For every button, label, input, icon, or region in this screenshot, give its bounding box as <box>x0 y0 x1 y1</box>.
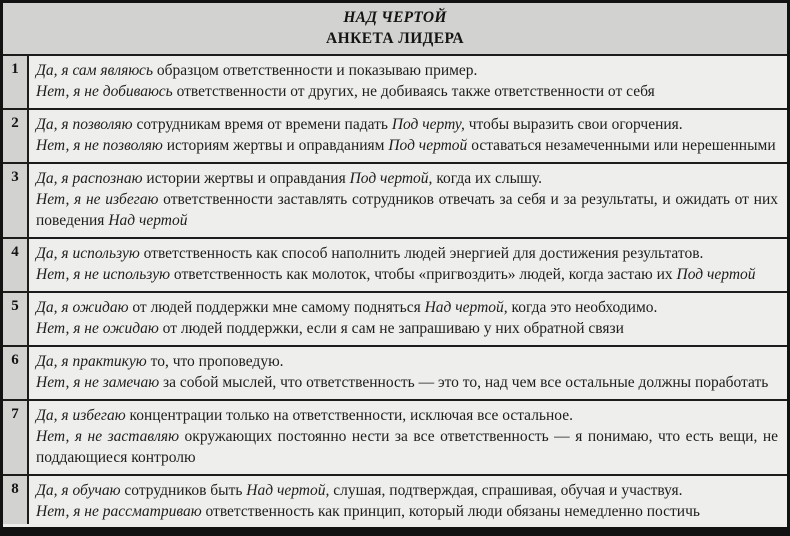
no-statement <box>36 318 778 339</box>
row-content <box>29 56 787 108</box>
table-row <box>3 293 787 347</box>
emphasized-text: Под черту, <box>391 116 465 133</box>
emphasized-text: Нет, я не позволяю <box>36 137 163 154</box>
no-statement <box>36 426 778 468</box>
no-statement <box>36 81 778 102</box>
table-body <box>3 56 787 524</box>
emphasized-text: Нет, я не избегаю <box>36 191 159 208</box>
row-content <box>29 293 787 345</box>
emphasized-text: Да, я избегаю <box>36 407 126 424</box>
row-number: 7 <box>3 401 29 474</box>
emphasized-text: Под чертой <box>388 137 468 154</box>
row-content <box>29 110 787 162</box>
row-content <box>29 476 787 524</box>
plain-text: ответственность как молоток, чтобы «пригвоздить» людей, когда застаю их <box>170 266 677 283</box>
emphasized-text: Нет, я не использую <box>36 266 171 283</box>
emphasized-text: Нет, я не заставляю <box>36 428 180 445</box>
plain-text: окружающих постоянно нести за все ответственность — я понимаю, что есть вещи, не поддающиеся контролю <box>36 428 778 466</box>
plain-text: образцом ответственности и показываю пример. <box>153 62 478 79</box>
no-statement <box>36 372 778 393</box>
plain-text: когда их слышу. <box>432 170 542 187</box>
plain-text: концентрации только на ответственности, исключая все остальное. <box>125 407 573 424</box>
emphasized-text: Да, я распознаю <box>36 170 143 187</box>
no-statement <box>36 264 778 285</box>
plain-text: чтобы выразить свои огорчения. <box>464 116 683 133</box>
yes-statement <box>36 480 778 501</box>
emphasized-text: Да, я сам являюсь <box>36 62 153 79</box>
no-statement <box>36 189 778 231</box>
yes-statement <box>36 405 778 426</box>
table-row <box>3 347 787 401</box>
table-row <box>3 110 787 164</box>
yes-statement <box>36 60 778 81</box>
plain-text: то, что проповедую. <box>146 353 284 370</box>
emphasized-text: Да, я обучаю <box>36 482 121 499</box>
row-content <box>29 401 787 474</box>
plain-text: ответственность как способ наполнить людей энергией для достижения результатов. <box>139 245 704 262</box>
plain-text: ответственность как принцип, который люди обязаны немедленно постичь <box>201 503 700 520</box>
plain-text: оставаться незамеченными или нерешенными <box>467 137 776 154</box>
plain-text: ответственности заставлять сотрудников отвечать за себя и за результаты, и ожидать от них поведения <box>36 191 778 229</box>
yes-statement <box>36 351 778 372</box>
row-number: 2 <box>3 110 29 162</box>
table-row <box>3 56 787 110</box>
emphasized-text: Под чертой <box>676 266 756 283</box>
table-row <box>3 239 787 293</box>
plain-text: слушая, подтверждая, спрашивая, обучая и участвуя. <box>329 482 683 499</box>
plain-text: за собой мыслей, что ответственность — это то, над чем все остальные должны поработать <box>159 374 769 391</box>
row-number: 5 <box>3 293 29 345</box>
emphasized-text: Над чертой, <box>424 299 508 316</box>
table-title-line1: НАД ЧЕРТОЙ <box>343 9 447 26</box>
emphasized-text: Да, я использую <box>36 245 140 262</box>
row-content <box>29 164 787 237</box>
plain-text: от людей поддержки мне самому подняться <box>128 299 425 316</box>
table-row <box>3 164 787 239</box>
table-header <box>3 3 787 56</box>
emphasized-text: Да, я практикую <box>36 353 147 370</box>
plain-text: истории жертвы и оправдания <box>142 170 350 187</box>
emphasized-text: Нет, я не рассматриваю <box>36 503 202 520</box>
plain-text: ответственности от других, не добиваясь также ответственности от себя <box>172 83 655 100</box>
table-title-line2: АНКЕТА ЛИДЕРА <box>326 30 464 47</box>
plain-text: сотрудникам время от времени падать <box>132 116 392 133</box>
table-row <box>3 476 787 524</box>
row-number: 1 <box>3 56 29 108</box>
row-content <box>29 239 787 291</box>
emphasized-text: Над чертой, <box>246 482 330 499</box>
emphasized-text: Да, я ожидаю <box>36 299 129 316</box>
no-statement <box>36 501 778 522</box>
table-row <box>3 401 787 476</box>
emphasized-text: Под чертой, <box>349 170 433 187</box>
no-statement <box>36 135 778 156</box>
emphasized-text: Нет, я не добиваюсь <box>36 83 173 100</box>
row-number: 4 <box>3 239 29 291</box>
emphasized-text: Над чертой <box>108 212 188 229</box>
row-number: 3 <box>3 164 29 237</box>
row-number: 8 <box>3 476 29 524</box>
plain-text: когда это необходимо. <box>507 299 658 316</box>
yes-statement <box>36 297 778 318</box>
row-number: 6 <box>3 347 29 399</box>
yes-statement <box>36 243 778 264</box>
row-content <box>29 347 787 399</box>
yes-statement <box>36 168 778 189</box>
emphasized-text: Да, я позволяю <box>36 116 133 133</box>
plain-text: историям жертвы и оправданиям <box>162 137 389 154</box>
emphasized-text: Нет, я не замечаю <box>36 374 160 391</box>
emphasized-text: Нет, я не ожидаю <box>36 320 159 337</box>
plain-text: от людей поддержки, если я сам не запрашиваю у них обратной связи <box>158 320 624 337</box>
plain-text: сотрудников быть <box>120 482 247 499</box>
yes-statement <box>36 114 778 135</box>
